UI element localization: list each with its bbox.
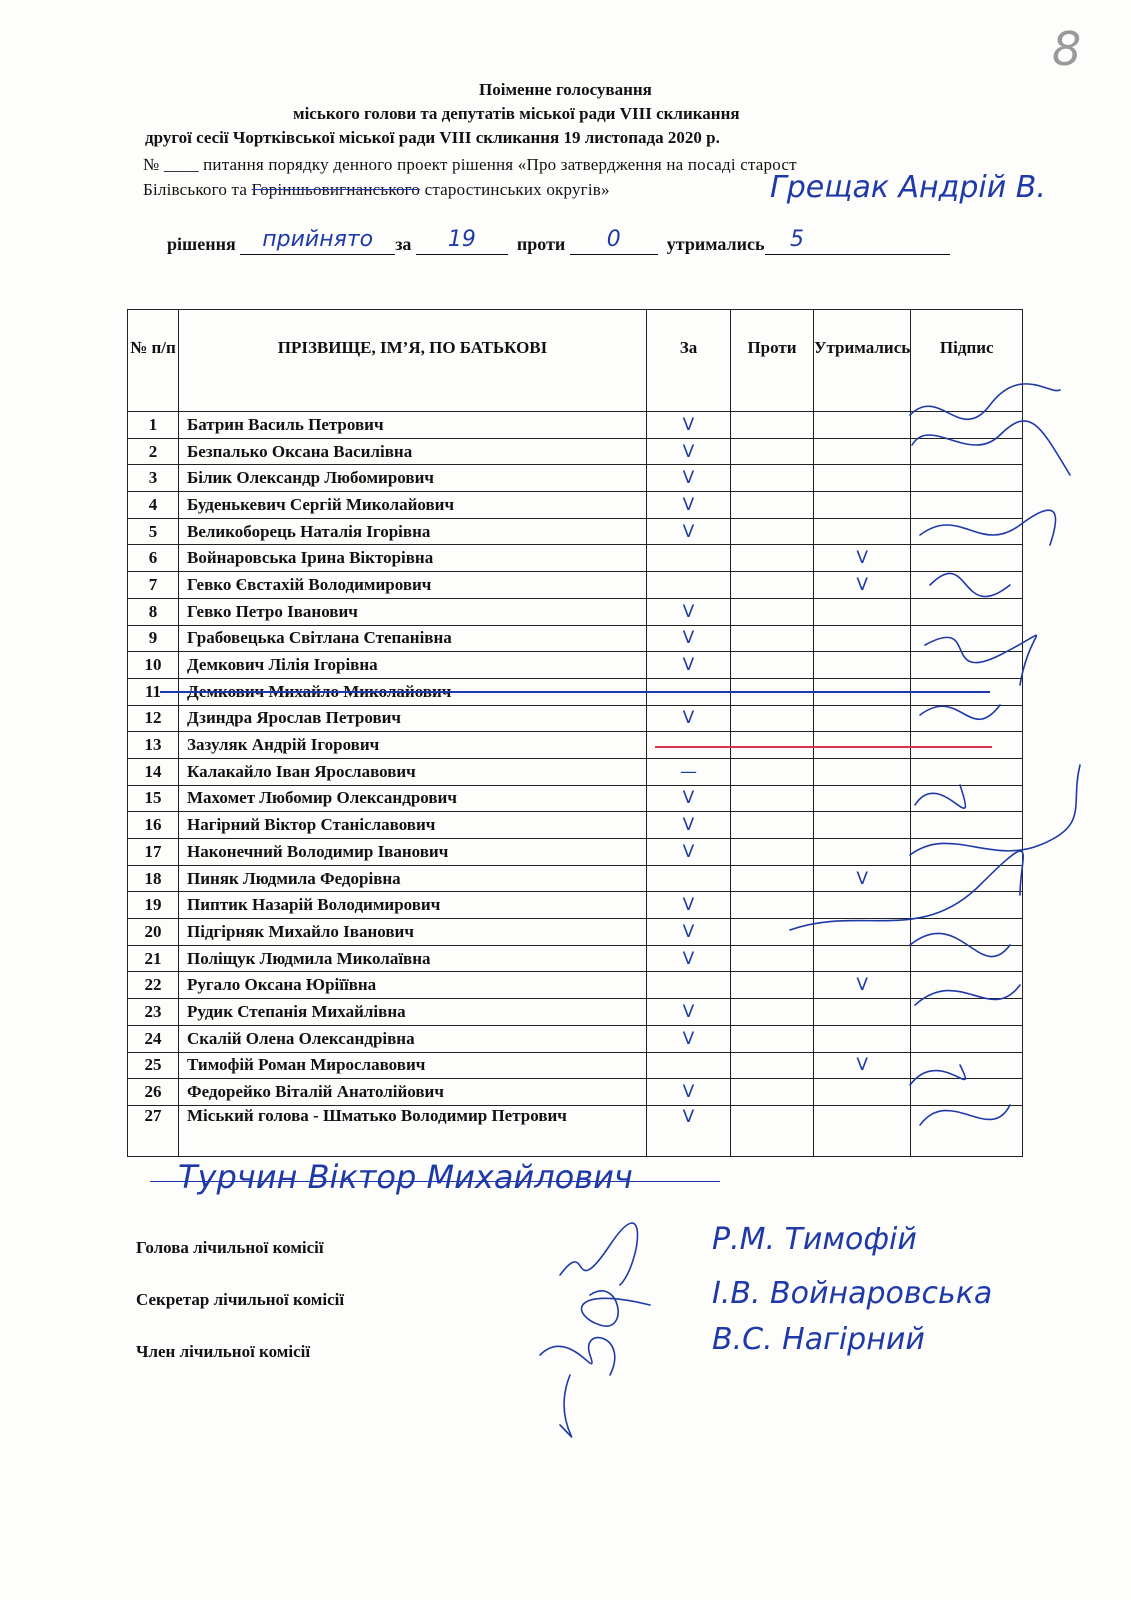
row-name: Великоборець Наталія Ігорівна	[179, 518, 647, 545]
agenda-end: старостинських округів»	[420, 180, 610, 199]
vote-abstain-cell	[814, 465, 911, 492]
vote-abstain-cell	[814, 412, 911, 439]
vote-against-cell	[731, 518, 814, 545]
table-row	[128, 945, 1023, 972]
handwritten-candidate-name: Грещак Андрій В.	[770, 170, 1046, 205]
vote-abstain-cell	[814, 438, 911, 465]
check-mark: V	[682, 468, 695, 489]
row-name: Тимофій Роман Мирославович	[179, 1052, 647, 1079]
col-header-number: № п/п	[128, 310, 179, 412]
vote-abstain-cell	[814, 999, 911, 1026]
added-name-strike	[150, 1181, 720, 1182]
vote-for-cell	[647, 518, 731, 545]
check-mark: V	[682, 815, 695, 836]
vote-abstain-cell	[814, 625, 911, 652]
row-name: Пиптик Назарій Володимирович	[179, 892, 647, 919]
chair-label: Голова лічильної комісії	[136, 1238, 324, 1257]
row-number: 9	[128, 625, 179, 652]
vote-for-cell	[647, 785, 731, 812]
vote-for-cell	[647, 572, 731, 599]
secretary-name: І.В. Войнаровська	[712, 1276, 993, 1311]
check-mark: V	[682, 601, 695, 622]
row-number: 27	[128, 1105, 179, 1156]
vote-against-cell	[731, 598, 814, 625]
row-number: 14	[128, 758, 179, 785]
check-mark: V	[682, 1028, 695, 1049]
vote-for-cell	[647, 705, 731, 732]
for-value: 19	[447, 227, 476, 252]
result-line	[167, 227, 950, 255]
vote-abstain-cell	[814, 572, 911, 599]
for-label: за	[395, 234, 412, 254]
vote-for-cell	[647, 839, 731, 866]
vote-against-cell	[731, 545, 814, 572]
row-name: Батрин Василь Петрович	[179, 412, 647, 439]
table-row	[128, 652, 1023, 679]
row-number: 2	[128, 438, 179, 465]
against-label: проти	[516, 234, 566, 254]
table-row	[128, 812, 1023, 839]
row-number: 21	[128, 945, 179, 972]
vote-against-cell	[731, 785, 814, 812]
col-header-abstained: Утримались	[814, 310, 911, 412]
handwritten-added-name: Турчин Віктор Михайлович	[178, 1158, 633, 1196]
vote-for-cell	[647, 1025, 731, 1052]
row-name: Поліщук Людмила Миколаївна	[179, 945, 647, 972]
vote-abstain-cell	[814, 705, 911, 732]
vote-against-cell	[731, 412, 814, 439]
table-row	[128, 1052, 1023, 1079]
vote-against-cell	[731, 1025, 814, 1052]
row-name: Гевко Євстахій Володимирович	[179, 572, 647, 599]
check-mark: V	[682, 1001, 695, 1022]
vote-for-cell	[647, 865, 731, 892]
vote-for-cell	[647, 1052, 731, 1079]
row-name: Зазуляк Андрій Ігорович	[179, 732, 647, 759]
vote-abstain-cell	[814, 492, 911, 519]
vote-against-cell	[731, 945, 814, 972]
col-header-for: За	[647, 310, 731, 412]
row-number: 1	[128, 412, 179, 439]
session-line: другої сесії Чортківської міської ради VIII скликання 19 листопада 2020 р.	[145, 128, 720, 147]
check-mark: V	[682, 441, 695, 462]
vote-for-cell	[647, 945, 731, 972]
vote-against-cell	[731, 999, 814, 1026]
row-name: Безпалько Оксана Василівна	[179, 438, 647, 465]
vote-abstain-cell	[814, 518, 911, 545]
check-mark: V	[682, 494, 695, 515]
vote-against-cell	[731, 839, 814, 866]
vote-against-cell	[731, 705, 814, 732]
commission-signatures	[530, 1225, 690, 1455]
table-row	[128, 465, 1023, 492]
table-row	[128, 598, 1023, 625]
vote-against-cell	[731, 919, 814, 946]
vote-for-cell	[647, 598, 731, 625]
check-mark: V	[682, 1106, 695, 1127]
vote-abstain-cell	[814, 1025, 911, 1052]
check-mark: V	[856, 975, 868, 996]
row-name: Дзиндра Ярослав Петрович	[179, 705, 647, 732]
row-number: 18	[128, 865, 179, 892]
against-value: 0	[606, 227, 621, 252]
table-row	[128, 1105, 1023, 1156]
vote-for-cell	[647, 892, 731, 919]
handwritten-page-number: 8	[1052, 22, 1082, 76]
row-number: 7	[128, 572, 179, 599]
row-name: Гевко Петро Іванович	[179, 598, 647, 625]
table-row	[128, 492, 1023, 519]
vote-table	[127, 309, 1023, 1157]
check-mark: V	[682, 1082, 695, 1103]
check-mark: V	[856, 1055, 868, 1076]
vote-abstain-cell	[814, 919, 911, 946]
table-header-row	[128, 310, 1023, 412]
decision-field	[240, 227, 395, 255]
col-header-signature: Підпис	[911, 310, 1023, 412]
row-number: 3	[128, 465, 179, 492]
vote-abstain-cell	[814, 758, 911, 785]
vote-for-cell	[647, 625, 731, 652]
check-mark: V	[682, 895, 695, 916]
table-row	[128, 705, 1023, 732]
vote-abstain-cell	[814, 1105, 911, 1156]
vote-for-cell	[647, 972, 731, 999]
row-number: 4	[128, 492, 179, 519]
row-name: Пиняк Людмила Федорівна	[179, 865, 647, 892]
for-field	[416, 227, 508, 255]
vote-abstain-cell	[814, 812, 911, 839]
vote-for-cell	[647, 1079, 731, 1106]
chair-name: Р.М. Тимофій	[712, 1222, 917, 1257]
vote-abstain-cell	[814, 839, 911, 866]
vote-abstain-cell	[814, 785, 911, 812]
table-row	[128, 1025, 1023, 1052]
row-name: Рудик Степанія Михайлівна	[179, 999, 647, 1026]
vote-against-cell	[731, 652, 814, 679]
table-row	[128, 972, 1023, 999]
row-name: Ругало Оксана Юріїївна	[179, 972, 647, 999]
table-row	[128, 572, 1023, 599]
vote-against-cell	[731, 865, 814, 892]
vote-for-cell	[647, 812, 731, 839]
table-row	[128, 758, 1023, 785]
row-number: 10	[128, 652, 179, 679]
check-mark: V	[682, 841, 695, 862]
vote-against-cell	[731, 892, 814, 919]
table-row	[128, 438, 1023, 465]
check-mark: V	[682, 788, 695, 809]
row-number: 20	[128, 919, 179, 946]
doc-subtitle: міського голови та депутатів міської ради VIII скликання	[293, 104, 740, 123]
vote-for-cell	[647, 919, 731, 946]
row-name: Федорейко Віталій Анатолійович	[179, 1079, 647, 1106]
table-row	[128, 518, 1023, 545]
row-number: 13	[128, 732, 179, 759]
check-mark: V	[856, 574, 868, 595]
row-name: Махомет Любомир Олександрович	[179, 785, 647, 812]
vote-for-cell	[647, 438, 731, 465]
vote-against-cell	[731, 572, 814, 599]
vote-for-cell	[647, 412, 731, 439]
vote-abstain-cell	[814, 1052, 911, 1079]
table-row	[128, 865, 1023, 892]
table-row	[128, 785, 1023, 812]
secretary-label: Секретар лічильної комісії	[136, 1290, 345, 1309]
vote-against-cell	[731, 972, 814, 999]
row-number: 5	[128, 518, 179, 545]
abstained-label: утримались	[666, 234, 765, 254]
vote-against-cell	[731, 1052, 814, 1079]
member-label: Член лічильної комісії	[136, 1342, 311, 1361]
abstained-field	[765, 227, 950, 255]
check-mark: V	[856, 868, 868, 889]
row-name: Міський голова - Шматько Володимир Петрович	[179, 1105, 647, 1156]
vote-against-cell	[731, 465, 814, 492]
vote-table-body	[128, 412, 1023, 1157]
row-name: Буденькевич Сергій Миколайович	[179, 492, 647, 519]
vote-against-cell	[731, 625, 814, 652]
col-header-against: Проти	[731, 310, 814, 412]
table-row	[128, 545, 1023, 572]
abstained-value: 5	[790, 227, 804, 252]
check-mark: V	[682, 948, 695, 969]
decision-label: рішення	[167, 234, 236, 254]
row-name: Скалій Олена Олександрівна	[179, 1025, 647, 1052]
vote-for-cell	[647, 492, 731, 519]
vote-abstain-cell	[814, 1079, 911, 1106]
row-number: 16	[128, 812, 179, 839]
row-name: Підгірняк Михайло Іванович	[179, 919, 647, 946]
table-row	[128, 892, 1023, 919]
agenda-start: Білівського та	[143, 180, 252, 199]
row-name: Наконечний Володимир Іванович	[179, 839, 647, 866]
row-name: Калакайло Іван Ярославович	[179, 758, 647, 785]
check-mark: V	[682, 414, 695, 435]
row-number: 24	[128, 1025, 179, 1052]
vote-abstain-cell	[814, 652, 911, 679]
signature-scribbles	[900, 385, 1090, 1165]
row-number: 26	[128, 1079, 179, 1106]
row-number: 25	[128, 1052, 179, 1079]
check-mark: V	[682, 521, 695, 542]
table-row	[128, 625, 1023, 652]
vote-for-cell	[647, 465, 731, 492]
row-number: 8	[128, 598, 179, 625]
row-name: Войнаровська Ірина Вікторівна	[179, 545, 647, 572]
vote-against-cell	[731, 492, 814, 519]
agenda-line: № ____ питання порядку денного проект рішення «Про затвердження на посаді старост	[143, 155, 797, 174]
doc-title: Поіменне голосування	[479, 80, 652, 99]
agenda-line-2	[143, 180, 610, 200]
vote-for-cell	[647, 1105, 731, 1156]
row-name: Білик Олександр Любомирович	[179, 465, 647, 492]
check-mark: V	[682, 655, 695, 676]
row-number: 15	[128, 785, 179, 812]
table-row	[128, 412, 1023, 439]
vote-abstain-cell	[814, 972, 911, 999]
row-11-strike-line	[160, 691, 990, 693]
row-number: 23	[128, 999, 179, 1026]
table-row	[128, 1079, 1023, 1106]
vote-against-cell	[731, 1079, 814, 1106]
col-header-name: ПРІЗВИЩЕ, ІМ’Я, ПО БАТЬКОВІ	[179, 310, 647, 412]
vote-abstain-cell	[814, 892, 911, 919]
dash-mark: —	[680, 761, 697, 782]
table-row	[128, 999, 1023, 1026]
vote-against-cell	[731, 1105, 814, 1156]
check-mark: V	[682, 921, 695, 942]
check-mark: V	[682, 708, 695, 729]
vote-abstain-cell	[814, 945, 911, 972]
row-name: Грабовецька Світлана Степанівна	[179, 625, 647, 652]
table-row	[128, 839, 1023, 866]
row-number: 17	[128, 839, 179, 866]
row-name: Нагірний Віктор Станіславович	[179, 812, 647, 839]
table-row	[128, 919, 1023, 946]
row-name: Демкович Лілія Ігорівна	[179, 652, 647, 679]
row-number: 22	[128, 972, 179, 999]
row-name: Демкович Михайло Миколайович	[179, 678, 647, 705]
vote-for-cell	[647, 999, 731, 1026]
vote-abstain-cell	[814, 865, 911, 892]
vote-abstain-cell	[814, 598, 911, 625]
member-name: В.С. Нагірний	[712, 1322, 925, 1357]
vote-against-cell	[731, 438, 814, 465]
check-mark: V	[682, 628, 695, 649]
vote-against-cell	[731, 758, 814, 785]
decision-value: прийнято	[262, 227, 374, 252]
vote-against-cell	[731, 812, 814, 839]
vote-for-cell	[647, 758, 731, 785]
vote-abstain-cell	[814, 545, 911, 572]
check-mark: V	[856, 548, 868, 569]
row-number: 6	[128, 545, 179, 572]
row-number: 12	[128, 705, 179, 732]
vote-for-cell	[647, 545, 731, 572]
vote-for-cell	[647, 652, 731, 679]
row-number: 19	[128, 892, 179, 919]
row-number: 11	[128, 678, 179, 705]
agenda-struck-word: Горіншьовигнанського	[251, 180, 421, 199]
